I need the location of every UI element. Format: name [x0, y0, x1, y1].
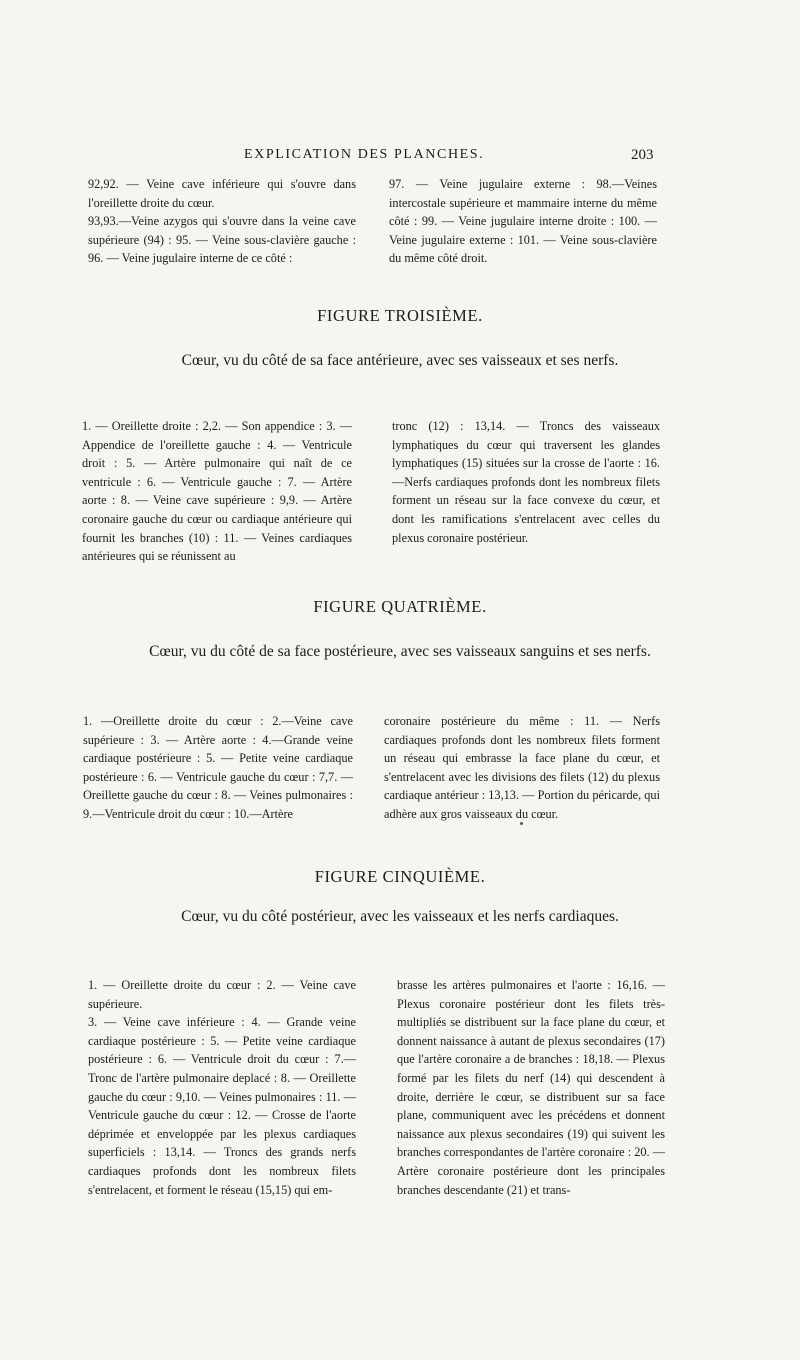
- continued-left-column: [88, 175, 356, 268]
- page-number: 203: [631, 147, 654, 163]
- figure-5-title: FIGURE CINQUIÈME.: [314, 867, 486, 886]
- paragraph: coronaire postérieure du même : 11. — Nerfs cardiaques profonds dont les nombreux filets forment un réseau qui embrasse la face plane du cœur, et s'entrelacent avec les divisions des filets (12) du plexus cardiaque antérieur : 13,13. — Portion du péricarde, qui adhère aux gros vaisseaux du cœur.: [384, 714, 660, 821]
- paragraph: tronc (12) : 13,14. — Troncs des vaisseaux lymphatiques du cœur qui traversent les glandes lymphatiques (15) situées sur la crosse de l'aorte : 16. —Nerfs cardiaques profonds dont les nombreux filets forment un réseau sur la face convexe du cœur, et dont les ramifications s'entrelacent avec celles du plexus coronaire postérieur.: [392, 419, 660, 545]
- running-title: EXPLICATION DES PLANCHES.: [244, 147, 485, 162]
- paragraph: 1. —Oreillette droite du cœur : 2.—Veine cave supérieure : 3. — Artère aorte : 4.—Grande veine cardiaque postérieure : 5. — Petite veine cardiaque postérieure : 6. — Ventricule gauche du cœur : 7,7. —Oreillette gauche du cœur : 8. — Veines pulmonaires : 9.—Ventricule droit du cœur : 10.—Artère: [83, 714, 353, 821]
- figure-3-title: FIGURE TROISIÈME.: [317, 306, 483, 325]
- figure-5-subtitle: Cœur, vu du côté postérieur, avec les vaisseaux et les nerfs cardiaques.: [181, 908, 619, 925]
- paragraph: 3. — Veine cave inférieure : 4. — Grande veine cardiaque postérieure : 5. — Petite veine cardiaque postérieure : 6. — Ventricule droit du cœur : 7.— Tronc de l'artère pulmonaire deplacé : 8. — Oreillette gauche du cœur : 9,10. — Veines pulmonaires : 11. — Ventricule gauche du cœur : 12. — Crosse de l'aorte déprimée et enveloppée par les plexus cardiaques superficiels : 13,14. — Troncs des grands nerfs cardiaques profonds dont les nombreux filets s'entrelacent, et forment le réseau (15,15) qui em-: [88, 1015, 356, 1197]
- figure-5-right-column: [397, 976, 665, 1199]
- figure-4-title: FIGURE QUATRIÈME.: [313, 597, 487, 616]
- figure-4-subtitle: Cœur, vu du côté de sa face postérieure, avec ses vaisseaux sanguins et ses nerfs.: [149, 643, 651, 660]
- paragraph: 1. — Oreillette droite : 2,2. — Son appendice : 3. — Appendice de l'oreillette gauche : 4. — Ventricule droit : 5. — Artère pulmonaire qui naît de ce ventricule : 6. — Ventricule gauche : 7. — Artère aorte : 8. — Veine cave supérieure : 9,9. — Artère coronaire gauche du cœur ou cardiaque antérieure qui fournit les branches (10) : 11. — Veines cardiaques antérieures qui se réunissent au: [82, 419, 352, 564]
- continued-right-column: [389, 175, 657, 268]
- figure-3-subtitle: Cœur, vu du côté de sa face antérieure, avec ses vaisseaux et ses nerfs.: [181, 352, 619, 369]
- paragraph: 97. — Veine jugulaire externe : 98.—Veines intercostale supérieure et mammaire interne du même côté : 99. — Veine jugulaire interne droite : 100. — Veine jugulaire externe : 101. — Veine sous-clavière du même côté droit.: [389, 177, 657, 266]
- figure-4-left-column: [83, 712, 353, 824]
- print-speck: [520, 822, 523, 825]
- paragraph: 92,92. — Veine cave inférieure qui s'ouvre dans l'oreillette droite du cœur.: [88, 177, 356, 210]
- figure-5-left-column: [88, 976, 356, 1199]
- figure-3-right-column: [392, 417, 660, 547]
- figure-3-left-column: [82, 417, 352, 566]
- paragraph: 93,93.—Veine azygos qui s'ouvre dans la veine cave supérieure (94) : 95. — Veine sous-clavière gauche : 96. — Veine jugulaire interne de ce côté :: [88, 214, 356, 266]
- paragraph: 1. — Oreillette droite du cœur : 2. — Veine cave supérieure.: [88, 978, 356, 1011]
- figure-4-right-column: [384, 712, 660, 824]
- paragraph: brasse les artères pulmonaires et l'aorte : 16,16. — Plexus coronaire postérieur dont les filets très-multipliés se distribuent sur la face plane du cœur, et donnent naissance à autant de plexus secondaires (17) que l'artère coronaire a de branches : 18,18. — Plexus formé par les filets du nerf (14) qui descendent à droite, derrière le cœur, se distribuent sur sa face plane, communiquent avec les précédens et donnent naissance aux plexus secondaires (19) qui suivent les branches correspondantes de l'artère coronaire : 20. — Artère coronaire postérieure dont les principales branches descendante (21) et trans-: [397, 978, 665, 1197]
